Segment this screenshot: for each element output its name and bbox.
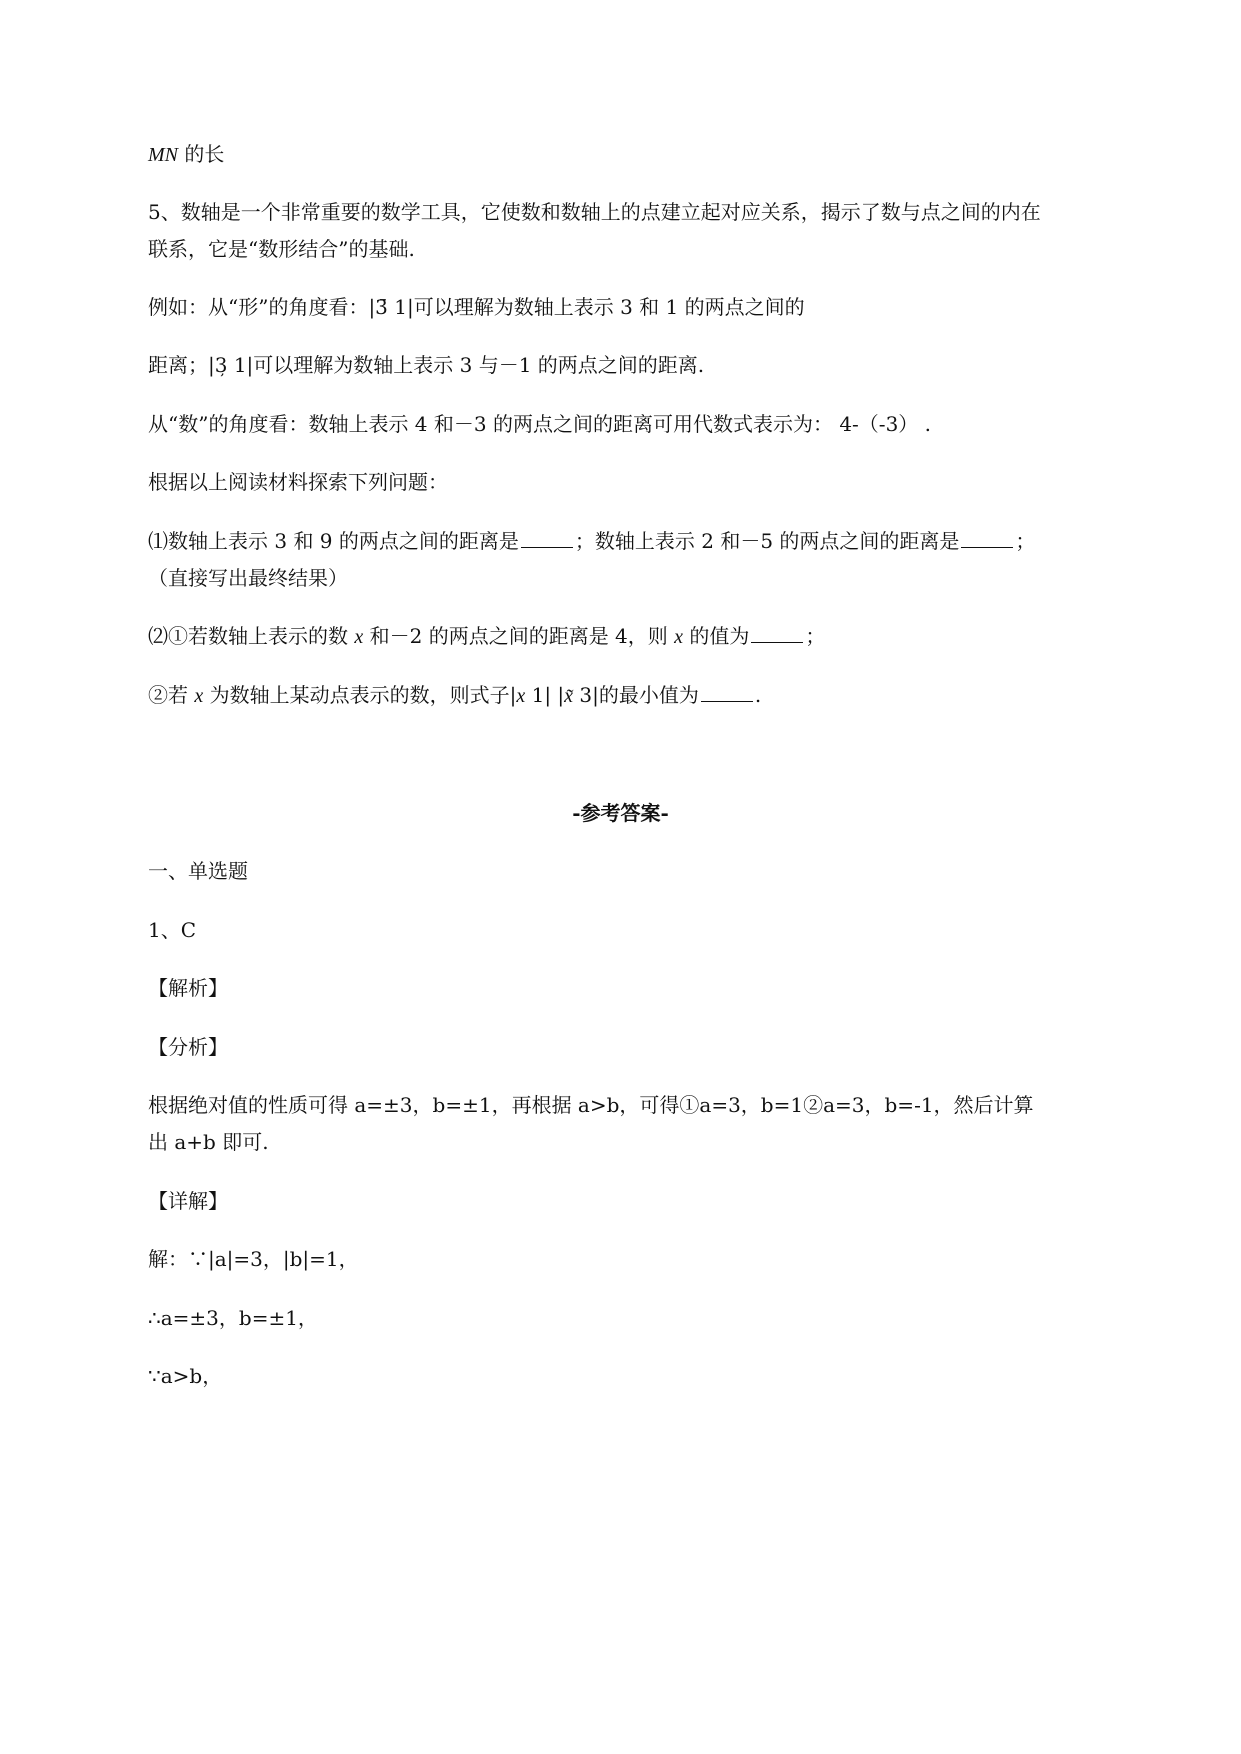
part1-text-a: ⑴数轴上表示 3 和 9 的两点之间的距离是: [148, 529, 519, 553]
expr-x-tilde: x̃: [564, 685, 574, 707]
q5-distance-line: 距离；|3̦ 1|可以理解为数轴上表示 3 与－1 的两点之间的距离.: [148, 353, 705, 377]
q5-line1: 5、数轴是一个非常重要的数学工具，它使数和数轴上的点建立起对应关系，揭示了数与点之间的内在: [148, 200, 1041, 224]
answer-item: 1、C: [148, 918, 197, 942]
answer-blank: [961, 529, 1013, 548]
q5-part2: [148, 622, 825, 651]
answer-blank: [751, 624, 803, 643]
part3-text-c: 1| |: [525, 683, 565, 707]
q5-part3: [148, 681, 761, 710]
answer-blank: [701, 683, 753, 702]
part1-text-c: ；: [1015, 529, 1036, 553]
part1-text-b: ；数轴上表示 2 和－5 的两点之间的距离是: [574, 529, 960, 553]
analysis-line2: 出 a+b 即可.: [148, 1130, 269, 1154]
var-x: x: [674, 626, 684, 648]
math-mn: MN: [148, 144, 178, 166]
q5-example-line: 例如：从“形”的角度看：|3̄ 1|可以理解为数轴上表示 3 和 1 的两点之间的: [148, 295, 805, 319]
answers-section: 一、单选题: [148, 859, 248, 883]
var-x: x: [194, 685, 204, 707]
part3-text-e: .: [754, 683, 762, 707]
fenxi-label: 【分析】: [148, 1035, 228, 1059]
q5-explore: 根据以上阅读材料探索下列问题：: [148, 470, 448, 494]
part2-text-a: ⑵①若数轴上表示的数: [148, 624, 348, 648]
question-tail: [148, 140, 224, 169]
q5-part1: [148, 527, 1035, 555]
part3-text-a: ②若: [148, 683, 188, 707]
analysis-line1: 根据绝对值的性质可得 a=±3，b=±1，再根据 a>b，可得①a=3，b=1②a=3，b=-1，然后计算: [148, 1093, 1034, 1117]
solution-step3: ∵a>b，: [148, 1364, 223, 1388]
part3-text-d: 3|的最小值为: [573, 683, 699, 707]
solution-step2: ∴a=±3，b=±1，: [148, 1306, 318, 1330]
question-tail-text: 的长: [184, 142, 225, 166]
expr-x: x: [516, 685, 526, 707]
solution-step1: 解：∵|a|=3，|b|=1，: [148, 1247, 359, 1271]
answers-heading: -参考答案-: [572, 801, 669, 825]
answer-blank: [521, 529, 573, 548]
xiangjie-label: 【详解】: [148, 1189, 228, 1213]
jiexi-label: 【解析】: [148, 976, 228, 1000]
q5-line2: 联系，它是“数形结合”的基础.: [148, 237, 415, 261]
part3-text-b: 为数轴上某动点表示的数，则式子|: [209, 683, 517, 707]
q5-part1-note: （直接写出最终结果）: [148, 566, 348, 590]
q5-number-line: 从“数”的角度看：数轴上表示 4 和－3 的两点之间的距离可用代数式表示为： 4-（-3） .: [148, 412, 932, 436]
part2-text-b: 和－2 的两点之间的距离是 4，则: [369, 624, 668, 648]
part2-text-d: ；: [805, 624, 826, 648]
var-x: x: [354, 626, 364, 648]
part2-text-c: 的值为: [689, 624, 750, 648]
